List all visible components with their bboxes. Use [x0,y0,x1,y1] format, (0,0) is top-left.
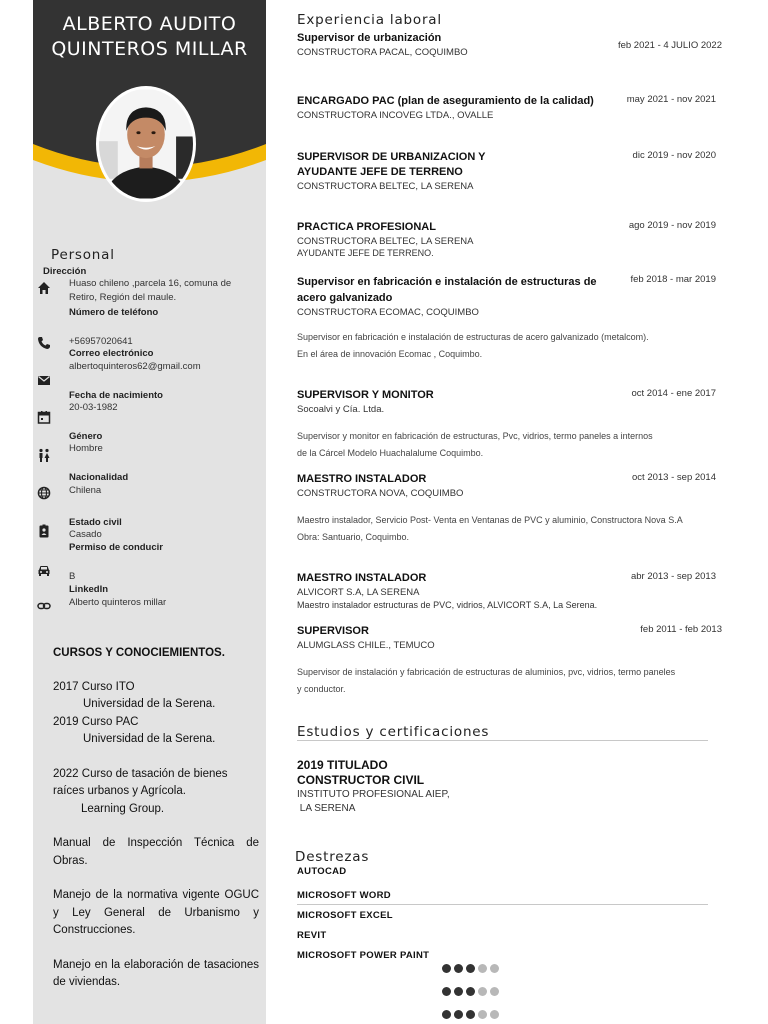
license-label: Permiso de conducir [69,542,163,553]
job-company: CONSTRUCTORA BELTEC, LA SERENA [297,181,474,192]
id-badge-icon [37,524,51,538]
skill-power-paint: MICROSOFT POWER PAINT [297,950,430,961]
course-tasacion: 2022 Curso de tasación de bienes raíces urbanos y Agrícola. [53,767,228,797]
personal-title: Personal [51,247,115,263]
job-date: ago 2019 - nov 2019 [628,220,716,231]
knowledge-manual-ito: Manual de Inspección Técnica de Obras. [53,837,259,867]
address-value: Huaso chileno ,parcela 16, comuna de Retiro, Región del maule. [69,278,232,303]
job-company: CONSTRUCTORA PACAL, COQUIMBO [297,47,468,58]
course-ito: 2017 Curso ITO [53,680,135,693]
knowledge-tasaciones: Manejo en la elaboración de tasaciones de viviendas. [53,958,259,988]
sidebar [33,0,266,1024]
nationality-value: Chilena [69,485,102,496]
job-entry [297,624,722,698]
address-label: Dirección [43,266,87,277]
skill-level-row [442,987,499,1010]
birthdate-label: Fecha de nacimiento [69,390,163,401]
skill-level-dot [442,1010,451,1019]
job-company: CONSTRUCTORA ECOMAC, COQUIMBO [297,307,479,318]
job-date: feb 2018 - mar 2019 [630,274,716,285]
skill-level-dot [466,987,475,996]
link-icon [37,599,51,613]
education-entry [297,758,547,816]
job-title: Supervisor de urbanización [297,32,442,44]
job-entry [297,571,722,611]
job-entry [297,388,722,462]
job-entry [297,274,722,363]
courses-title: CURSOS Y CONOCIEMIENTOS. [53,647,225,659]
job-date: may 2021 - nov 2021 [626,94,716,105]
skill-level-dot [466,1010,475,1019]
job-title: MAESTRO INSTALADOR [297,572,427,584]
job-title: MAESTRO INSTALADOR [297,473,427,485]
job-description: Maestro instalador estructuras de PVC, vidrios, ALVICORT S.A, La Serena. [297,600,598,610]
job-title: SUPERVISOR Y MONITOR [297,389,434,401]
skill-level-dots [442,964,499,1024]
skills-divider [297,904,708,905]
skill-level-dot [454,987,463,996]
gender-icon [37,448,51,462]
course-ito-institution: Universidad de la Serena. [83,698,216,710]
skill-level-dot [466,964,475,973]
linkedin-value[interactable]: Alberto quinteros millar [69,597,167,608]
skill-level-row [442,1010,499,1024]
job-entry [297,94,722,122]
globe-icon [37,486,51,500]
phone-icon [37,336,51,350]
skill-excel: MICROSOFT EXCEL [297,910,393,921]
education-city: LA SERENA [297,803,356,814]
email-value: albertoquinteros62@gmail.com [69,361,201,372]
linkedin-label: LinkedIn [69,584,109,595]
job-date: dic 2019 - nov 2020 [632,150,716,161]
job-title: ENCARGADO PAC (plan de aseguramiento de la calidad) [297,95,594,107]
skill-level-dot [442,987,451,996]
license-value: B [69,571,76,582]
skill-level-dot [478,1010,487,1019]
gender-label: Género [69,431,103,442]
job-date: oct 2013 - sep 2014 [632,472,716,483]
job-title: PRACTICA PROFESIONAL [297,221,436,233]
mail-icon [37,373,51,387]
job-company: ALVICORT S.A, LA SERENA [297,587,420,598]
job-date: feb 2011 - feb 2013 [640,624,722,635]
job-entry [297,150,722,193]
job-title: SUPERVISOR [297,625,369,637]
skill-revit: REVIT [297,930,327,941]
job-date: feb 2021 - 4 JULIO 2022 [617,40,722,51]
job-company: CONSTRUCTORA BELTEC, LA SERENA [297,236,474,247]
education-year: 2019 TITULADO [297,758,388,772]
skill-level-dot [478,987,487,996]
job-entry [297,472,722,546]
education-divider [297,740,708,741]
skill-level-dot [490,1010,499,1019]
job-company: Socoalvi y Cía. Ltda. [297,404,385,415]
job-company: CONSTRUCTORA INCOVEG LTDA., OVALLE [297,110,494,121]
knowledge-oguc: Manejo de la normativa vigente OGUC y Ley General de Urbanismo y Construcciones. [53,889,259,936]
job-role: AYUDANTE JEFE DE TERRENO. [297,248,434,258]
home-icon [37,281,51,295]
skill-word: MICROSOFT WORD [297,890,391,901]
skill-autocad: AUTOCAD [297,866,347,877]
phone-value: +56957020641 [69,336,133,347]
education-institution: INSTITUTO PROFESIONAL AIEP, [297,789,450,800]
education-title: Estudios y certificaciones [297,724,490,740]
name-line-2: QUINTEROS MILLAR [51,38,248,60]
birthdate-value: 20-03-1982 [69,402,118,413]
gender-value: Hombre [69,443,103,454]
calendar-icon [37,410,51,424]
skill-level-dot [442,964,451,973]
job-company: ALUMGLASS CHILE., TEMUCO [297,640,435,651]
job-title: SUPERVISOR DE URBANIZACION Y AYUDANTE JEFE DE TERRENO [297,151,486,178]
skills-list [297,865,697,966]
candidate-name [33,12,266,62]
job-title: Supervisor en fabricación e instalación de estructuras de acero galvanizado [297,276,597,304]
job-date: abr 2013 - sep 2013 [630,571,716,582]
job-date: oct 2014 - ene 2017 [631,388,716,399]
course-pac-institution: Universidad de la Serena. [83,733,216,745]
skill-level-dot [454,964,463,973]
skill-level-row [442,964,499,987]
marital-status-label: Estado civil [69,517,122,528]
course-tasacion-institution: Learning Group. [81,802,165,815]
phone-label: Número de teléfono [69,307,159,318]
skill-level-dot [490,964,499,973]
course-pac: 2019 Curso PAC [53,715,139,728]
name-line-1: ALBERTO AUDITO [62,13,237,35]
profile-photo [96,86,196,202]
car-icon [37,563,51,577]
skill-level-dot [478,964,487,973]
marital-status-value: Casado [69,529,102,540]
job-description: Supervisor de instalación y fabricación de estructuras de aluminios, pvc, vidrios, termo paneles y conductor. [297,667,676,694]
nationality-label: Nacionalidad [69,472,129,483]
job-entry [297,31,722,59]
job-entry [297,220,722,259]
job-company: CONSTRUCTORA NOVA, COQUIMBO [297,488,464,499]
skill-level-dot [454,1010,463,1019]
skill-level-dot [490,987,499,996]
job-description: Supervisor en fabricación e instalación de estructuras de acero galvanizado (metalcom). En el área de innovación Ecomac , Coquimbo. [297,332,649,359]
skills-title: Destrezas [295,849,370,865]
job-description: Supervisor y monitor en fabricación de estructuras, Pvc, vidrios, termo paneles a internos de la Cárcel Modelo Huachalalume Coquimbo. [297,431,653,458]
courses-section [53,645,259,992]
education-degree: CONSTRUCTOR CIVIL [297,773,425,787]
job-description: Maestro instalador, Servicio Post- Venta en Ventanas de PVC y aluminio, Constructora Nova S.A Obra: Santuario, Coquimbo. [297,515,683,542]
email-label: Correo electrónico [69,348,154,359]
experience-title: Experiencia laboral [297,12,442,28]
